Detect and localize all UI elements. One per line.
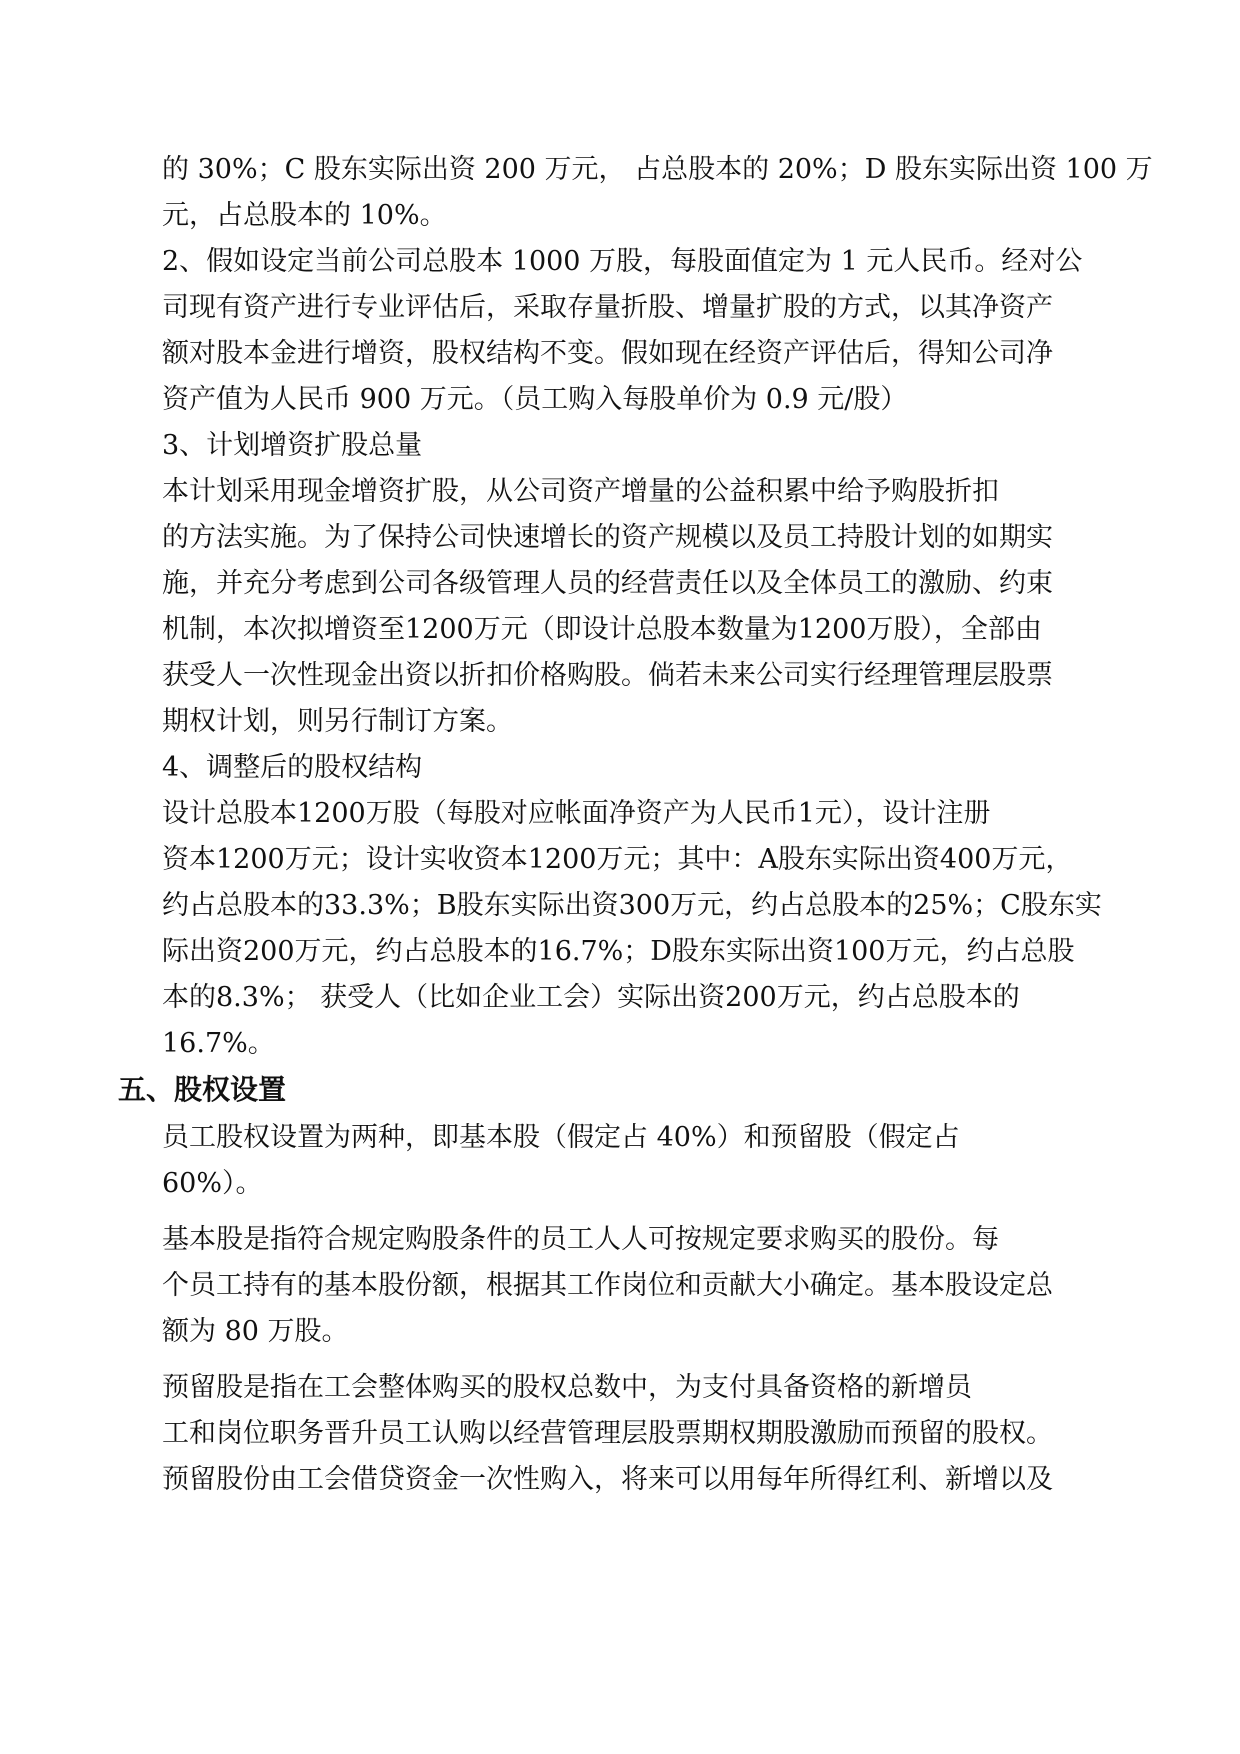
paragraph-line: 个员工持有的基本股份额，根据其工作岗位和贡献大小确定。基本股设定总 [162, 1270, 1053, 1301]
paragraph-line: 基本股是指符合规定购股条件的员工人人可按规定要求购买的股份。每 [162, 1224, 999, 1255]
paragraph-line: 额为 80 万股。 [162, 1316, 349, 1347]
subsection-heading: 4、调整后的股权结构 [162, 752, 423, 783]
paragraph-line: 的 30%；C 股东实际出资 200 万元， 占总股本的 20%；D 股东实际出资 100 万 [162, 154, 1153, 185]
paragraph-line: 工和岗位职务晋升员工认购以经营管理层股票期权期股激励而预留的股权。 [162, 1418, 1053, 1449]
section-heading: 五、股权设置 [118, 1073, 287, 1106]
paragraph-line: 施，并充分考虑到公司各级管理人员的经营责任以及全体员工的激励、约束 [162, 568, 1053, 599]
paragraph-line: 资本1200万元；设计实收资本1200万元；其中：A股东实际出资400万元， [162, 844, 1073, 875]
paragraph-line: 16.7%。 [162, 1028, 275, 1059]
paragraph-line: 司现有资产进行专业评估后，采取存量折股、增量扩股的方式，以其净资产 [162, 292, 1053, 323]
paragraph-line: 员工股权设置为两种，即基本股（假定占 40%）和预留股（假定占 [162, 1122, 960, 1153]
subsection-heading: 3、计划增资扩股总量 [162, 430, 423, 461]
paragraph-line: 设计总股本1200万股（每股对应帐面净资产为人民币1元），设计注册 [162, 798, 991, 829]
paragraph-line: 约占总股本的33.3%；B股东实际出资300万元，约占总股本的25%；C股东实 [162, 890, 1102, 921]
paragraph-line: 机制，本次拟增资至1200万元（即设计总股本数量为1200万股），全部由 [162, 614, 1042, 645]
paragraph-line: 本的8.3%； 获受人（比如企业工会）实际出资200万元，约占总股本的 [162, 982, 1020, 1013]
paragraph-line: 预留股份由工会借贷资金一次性购入，将来可以用每年所得红利、新增以及 [162, 1464, 1053, 1495]
paragraph-line: 期权计划，则另行制订方案。 [162, 706, 513, 737]
paragraph-line: 2、假如设定当前公司总股本 1000 万股，每股面值定为 1 元人民币。经对公 [162, 246, 1083, 277]
paragraph-line: 本计划采用现金增资扩股，从公司资产增量的公益积累中给予购股折扣 [162, 476, 999, 507]
paragraph-line: 获受人一次性现金出资以折扣价格购股。倘若未来公司实行经理管理层股票 [162, 660, 1053, 691]
paragraph-line: 预留股是指在工会整体购买的股权总数中，为支付具备资格的新增员 [162, 1372, 972, 1403]
paragraph-line: 60%）。 [162, 1168, 263, 1199]
paragraph-line: 额对股本金进行增资，股权结构不变。假如现在经资产评估后，得知公司净 [162, 338, 1053, 369]
paragraph-line: 资产值为人民币 900 万元。（员工购入每股单价为 0.9 元/股） [162, 384, 908, 415]
paragraph-line: 的方法实施。为了保持公司快速增长的资产规模以及员工持股计划的如期实 [162, 522, 1053, 553]
paragraph-line: 际出资200万元，约占总股本的16.7%；D股东实际出资100万元，约占总股 [162, 936, 1075, 967]
paragraph-line: 元，占总股本的 10%。 [162, 200, 447, 231]
